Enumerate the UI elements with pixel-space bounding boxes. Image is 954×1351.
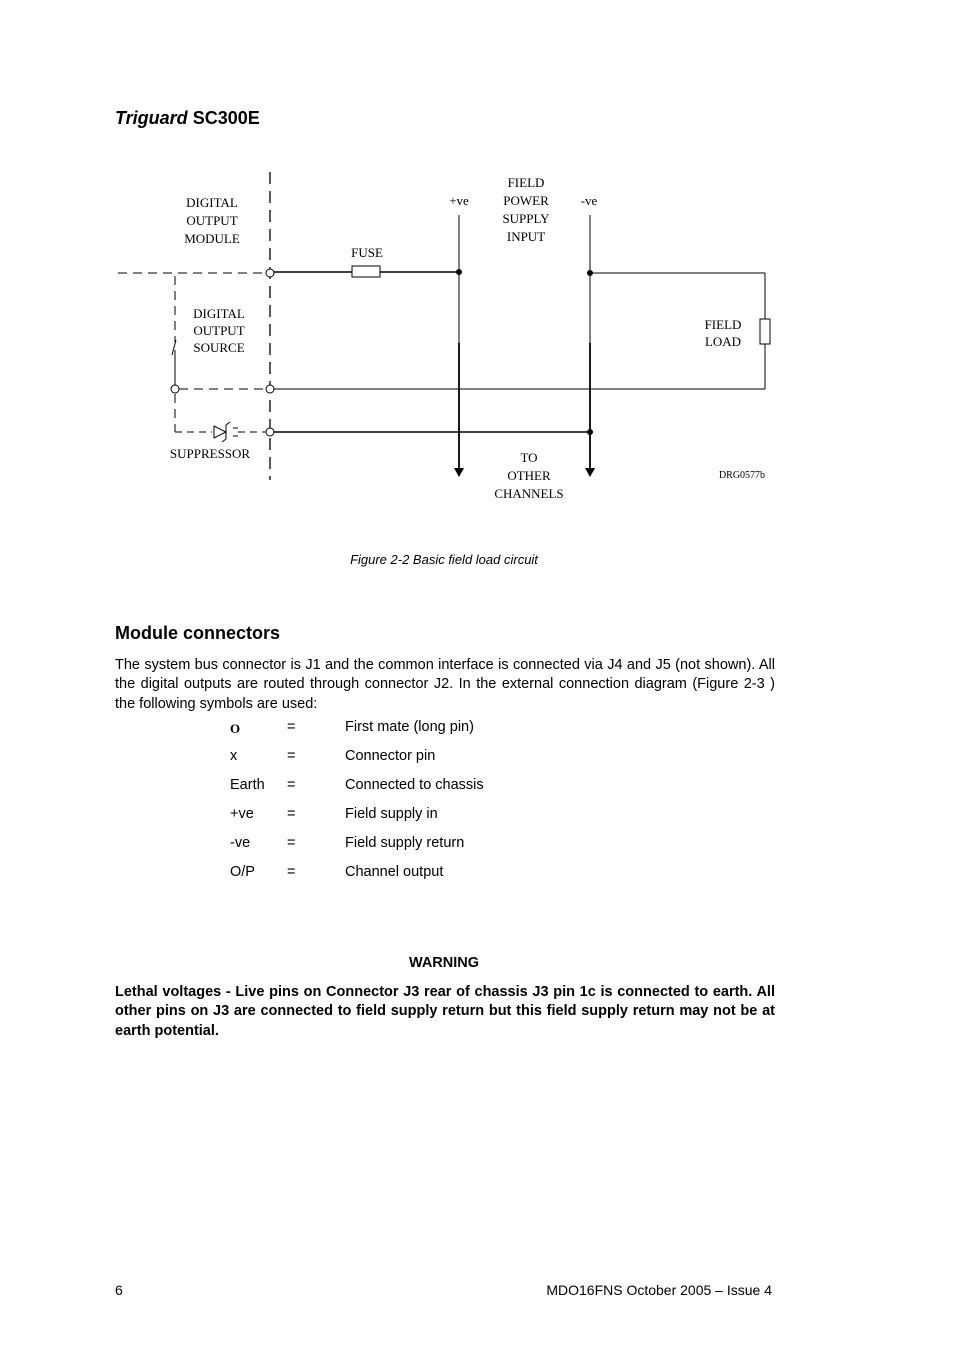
symbol-equals: =	[287, 777, 296, 793]
symbol-description: Connector pin	[345, 748, 436, 764]
suppressor-diode-icon	[214, 426, 226, 438]
label-dos-1: DIGITAL	[193, 306, 245, 321]
section-paragraph: The system bus connector is J1 and the common interface is connected via J4 and J5 (not shown). All the digital outputs are routed through connector J2. In the external connection diagram (Figure 2-3 ) the following symbols are used:	[115, 657, 775, 712]
warning-heading: WARNING	[408, 955, 480, 971]
page-number: 6	[115, 1282, 123, 1298]
label-dos-3: SOURCE	[193, 340, 245, 355]
terminal-bottom	[266, 428, 274, 436]
label-toc-2: OTHER	[507, 468, 551, 483]
label-suppressor: SUPPRESSOR	[169, 446, 251, 461]
neg-arrow-icon	[585, 468, 595, 477]
symbol-name: +ve	[230, 806, 254, 822]
label-field-load-1: FIELD	[704, 317, 742, 332]
symbol-equals: =	[287, 719, 296, 735]
symbol-description: Field supply return	[345, 835, 465, 851]
symbol-row	[0, 864, 954, 893]
terminal-top	[266, 269, 274, 277]
symbol-equals: =	[287, 864, 296, 880]
symbol-name: -ve	[230, 835, 251, 851]
label-field-load-2: LOAD	[704, 334, 742, 349]
label-drawing-number: DRG0577b	[718, 470, 766, 481]
symbol-name: x	[230, 748, 238, 764]
symbol-row	[0, 748, 954, 777]
label-fpsi-4: INPUT	[506, 229, 546, 244]
terminal-source	[171, 385, 179, 393]
symbol-row	[0, 777, 954, 806]
field-load-circuit-diagram	[0, 0, 954, 520]
symbol-description: Connected to chassis	[345, 777, 484, 793]
label-fuse: FUSE	[351, 245, 383, 260]
warning-text: Lethal voltages - Live pins on Connector J3 rear of chassis J3 pin 1c is connected to earth. All other pins on J3 are connected to field supply return but this field supply return may not be at earth potential.	[115, 984, 775, 1039]
header-title-italic: Triguard	[115, 108, 188, 128]
symbol-description: First mate (long pin)	[345, 719, 474, 735]
document-reference: MDO16FNS October 2005 – Issue 4	[546, 1282, 772, 1298]
symbol-name: Earth	[230, 777, 265, 793]
pos-arrow-icon	[454, 468, 464, 477]
label-fpsi-2: POWER	[503, 193, 549, 208]
symbol-row	[0, 835, 954, 864]
symbol-equals: =	[287, 835, 296, 851]
label-fpsi-1: FIELD	[507, 175, 545, 190]
section-heading: Module connectors	[115, 623, 281, 643]
label-toc-3: CHANNELS	[494, 486, 564, 501]
symbol-equals: =	[287, 748, 296, 764]
label-dom-3: MODULE	[184, 231, 240, 246]
figure-caption: Figure 2-2 Basic field load circuit	[350, 552, 538, 567]
label-dom-1: DIGITAL	[186, 195, 238, 210]
label-dom-2: OUTPUT	[186, 213, 238, 228]
label-toc-1: TO	[520, 450, 538, 465]
header-title-rest: SC300E	[187, 108, 260, 128]
symbol-name: O	[230, 721, 241, 736]
label-pos: +ve	[449, 193, 469, 208]
terminal-middle	[266, 385, 274, 393]
label-dos-2: OUTPUT	[193, 323, 245, 338]
suppressor-zener-bar	[222, 422, 230, 442]
symbol-description: Channel output	[345, 864, 444, 880]
symbol-name: O/P	[230, 864, 255, 880]
symbol-row	[0, 719, 954, 748]
label-neg: -ve	[580, 193, 598, 208]
field-load-resistor-icon	[760, 319, 770, 344]
label-fpsi-3: SUPPLY	[502, 211, 550, 226]
symbol-equals: =	[287, 806, 296, 822]
symbol-row	[0, 806, 954, 835]
symbol-description: Field supply in	[345, 806, 438, 822]
fuse-icon	[352, 266, 380, 277]
pos-junction	[456, 269, 462, 275]
